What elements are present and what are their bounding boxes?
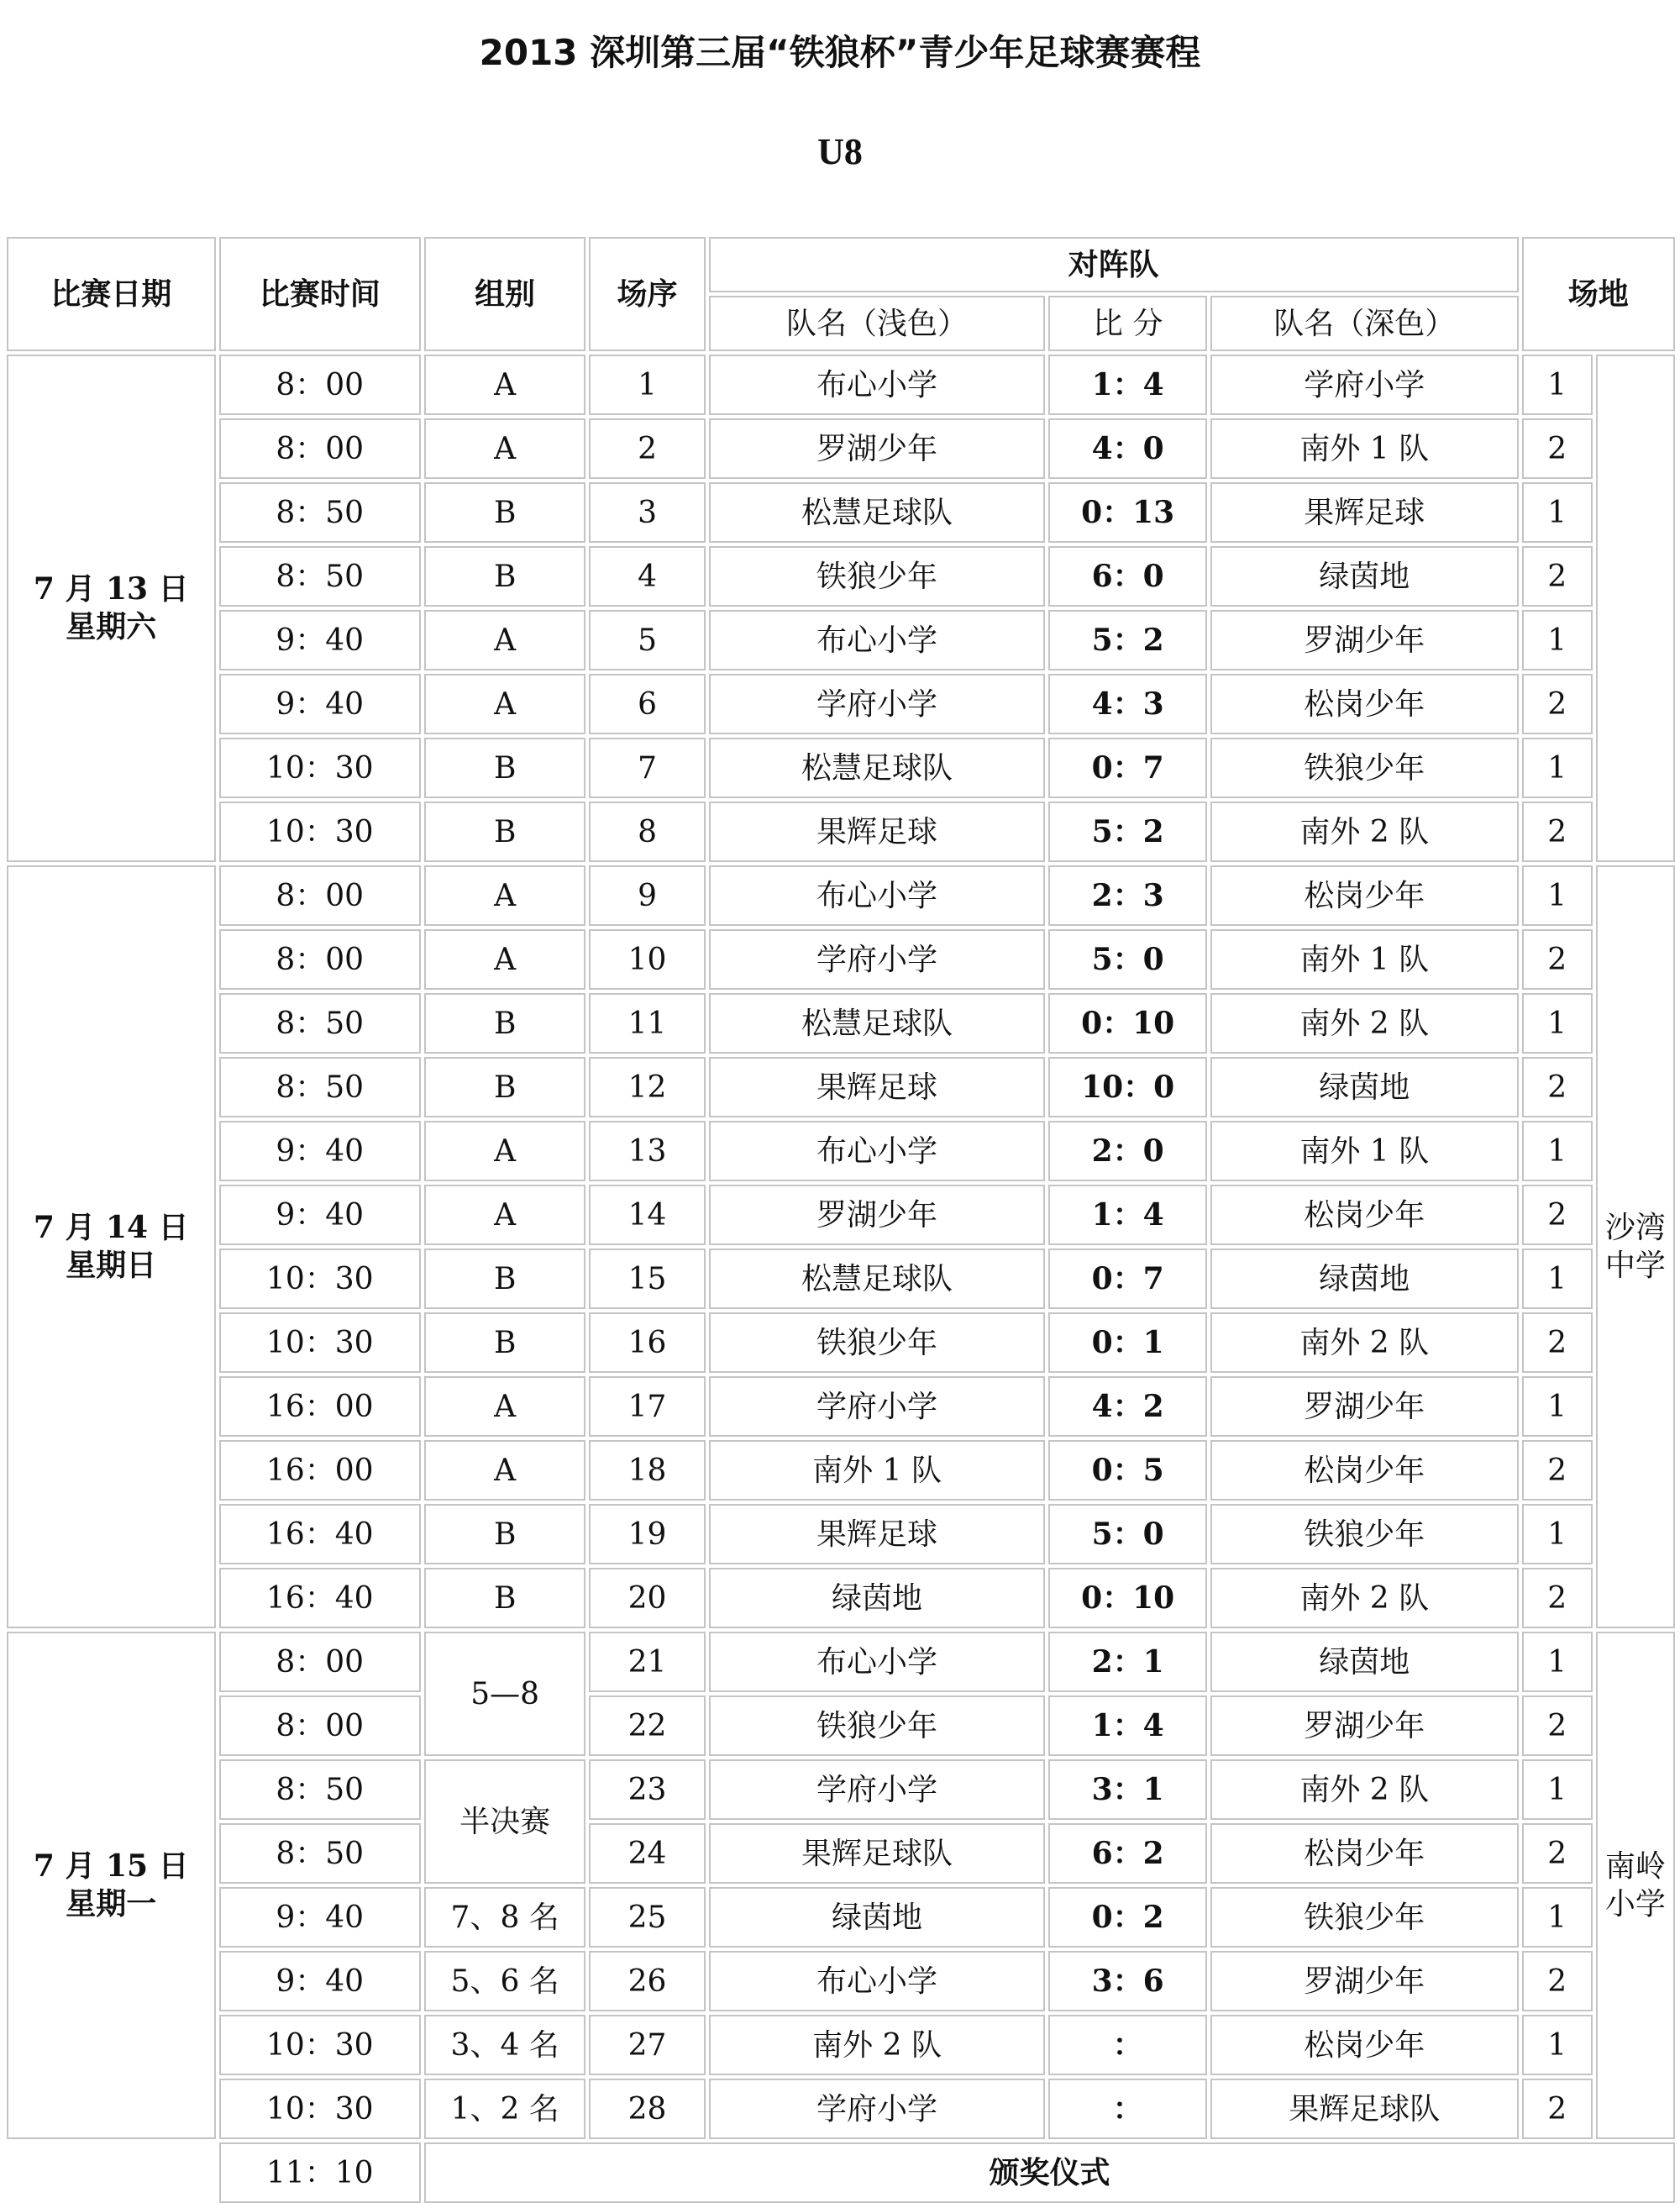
team-light: 松慧足球队	[709, 738, 1046, 798]
match-time: 9：40	[219, 1951, 421, 2011]
match-group: B	[424, 802, 585, 862]
page-title: 2013 深圳第三届“铁狼杯”青少年足球赛赛程	[479, 32, 1201, 73]
team-dark: 松岗少年	[1210, 2015, 1519, 2075]
match-number: 2	[589, 418, 705, 479]
team-dark: 松岗少年	[1210, 865, 1519, 926]
field-number: 1	[1522, 1249, 1593, 1309]
match-score: 3：1	[1048, 1759, 1206, 1820]
match-number: 18	[589, 1440, 705, 1501]
match-time: 10：30	[219, 2079, 421, 2139]
match-time: 8：50	[219, 482, 421, 543]
match-score: 2：0	[1048, 1121, 1206, 1181]
match-date: 7 月 14 日	[33, 1210, 189, 1245]
match-number: 3	[589, 482, 705, 543]
table-row	[7, 1823, 1675, 1884]
match-score: 5：2	[1048, 802, 1206, 862]
match-group: B	[424, 546, 585, 607]
match-score: 5：0	[1048, 929, 1206, 990]
match-number: 7	[589, 738, 705, 798]
field-number: 2	[1522, 802, 1593, 862]
match-group: A	[424, 610, 585, 670]
match-score: 6：0	[1048, 546, 1206, 607]
table-row	[7, 738, 1675, 798]
team-light: 学府小学	[709, 2079, 1046, 2139]
team-light: 布心小学	[709, 1632, 1046, 1692]
match-time: 10：30	[219, 802, 421, 862]
match-number: 25	[589, 1887, 705, 1948]
field-number: 2	[1522, 1440, 1593, 1501]
match-number: 12	[589, 1057, 705, 1117]
match-score: 1：4	[1048, 1695, 1206, 1756]
match-number: 19	[589, 1504, 705, 1564]
match-group: A	[424, 1376, 585, 1437]
team-dark: 南外 2 队	[1210, 1312, 1519, 1373]
match-group: A	[424, 355, 585, 415]
table-row	[7, 1376, 1675, 1437]
field-number: 2	[1522, 1568, 1593, 1628]
match-time: 10：30	[219, 1312, 421, 1373]
team-light: 布心小学	[709, 865, 1046, 926]
match-group: 半决赛	[424, 1759, 585, 1884]
field-number: 2	[1522, 929, 1593, 990]
match-date-cell	[7, 355, 216, 862]
team-dark: 绿茵地	[1210, 1249, 1519, 1309]
field-number: 1	[1522, 1504, 1593, 1564]
ceremony-label: 颁奖仪式	[424, 2142, 1675, 2203]
team-light: 松慧足球队	[709, 1249, 1046, 1309]
team-light: 布心小学	[709, 1121, 1046, 1181]
team-light: 铁狼少年	[709, 546, 1046, 607]
table-row	[7, 1951, 1675, 2011]
match-time: 10：30	[219, 2015, 421, 2075]
table-row	[7, 1312, 1675, 1373]
team-dark: 松岗少年	[1210, 674, 1519, 734]
venue-name: 南岭 小学	[1596, 1632, 1675, 2139]
table-row	[7, 418, 1675, 479]
match-score: 0：7	[1048, 738, 1206, 798]
match-number: 4	[589, 546, 705, 607]
team-dark: 罗湖少年	[1210, 1695, 1519, 1756]
match-date-cell	[7, 865, 216, 1628]
table-row	[7, 1440, 1675, 1501]
match-time: 8：00	[219, 865, 421, 926]
team-light: 布心小学	[709, 610, 1046, 670]
header-venue: 场地	[1522, 237, 1675, 351]
match-group: A	[424, 1440, 585, 1501]
team-light: 绿茵地	[709, 1887, 1046, 1948]
table-row	[7, 2079, 1675, 2139]
table-row	[7, 1695, 1675, 1756]
field-number: 2	[1522, 1695, 1593, 1756]
match-number: 1	[589, 355, 705, 415]
team-dark: 南外 1 队	[1210, 929, 1519, 990]
schedule-table	[3, 234, 1678, 2206]
team-dark: 松岗少年	[1210, 1823, 1519, 1884]
field-number: 2	[1522, 1823, 1593, 1884]
match-group: 3、4 名	[424, 2015, 585, 2075]
team-light: 松慧足球队	[709, 482, 1046, 543]
match-number: 22	[589, 1695, 705, 1756]
field-number: 2	[1522, 1057, 1593, 1117]
ceremony-time: 11：10	[219, 2142, 421, 2203]
team-light: 布心小学	[709, 1951, 1046, 2011]
header-score: 比 分	[1048, 296, 1206, 351]
match-score: 0：10	[1048, 1568, 1206, 1628]
team-dark: 南外 1 队	[1210, 1121, 1519, 1181]
team-dark: 学府小学	[1210, 355, 1519, 415]
field-number: 1	[1522, 738, 1593, 798]
field-number: 1	[1522, 355, 1593, 415]
team-light: 罗湖少年	[709, 1185, 1046, 1245]
match-score: 3：6	[1048, 1951, 1206, 2011]
match-number: 8	[589, 802, 705, 862]
match-time: 8：50	[219, 1823, 421, 1884]
table-row	[7, 674, 1675, 734]
field-number: 2	[1522, 2079, 1593, 2139]
team-light: 铁狼少年	[709, 1695, 1046, 1756]
match-time: 16：40	[219, 1504, 421, 1564]
match-group: A	[424, 929, 585, 990]
match-time: 8：00	[219, 355, 421, 415]
match-group: B	[424, 1057, 585, 1117]
field-number: 1	[1522, 1887, 1593, 1948]
team-light: 学府小学	[709, 929, 1046, 990]
team-dark: 铁狼少年	[1210, 1504, 1519, 1564]
match-group: B	[424, 1504, 585, 1564]
match-number: 16	[589, 1312, 705, 1373]
field-number: 1	[1522, 1632, 1593, 1692]
match-time: 8：00	[219, 418, 421, 479]
match-time: 8：00	[219, 1632, 421, 1692]
match-number: 10	[589, 929, 705, 990]
field-number: 1	[1522, 2015, 1593, 2075]
match-score: 4：3	[1048, 674, 1206, 734]
match-time: 10：30	[219, 738, 421, 798]
match-number: 24	[589, 1823, 705, 1884]
table-row	[7, 1632, 1675, 1692]
match-score: 0：5	[1048, 1440, 1206, 1501]
field-number: 2	[1522, 1185, 1593, 1245]
table-row	[7, 2015, 1675, 2075]
header-group: 组别	[424, 237, 585, 351]
match-score: 6：2	[1048, 1823, 1206, 1884]
team-dark: 绿茵地	[1210, 546, 1519, 607]
match-score: 4：2	[1048, 1376, 1206, 1437]
match-time: 8：50	[219, 1759, 421, 1820]
match-date: 7 月 13 日	[33, 571, 189, 607]
match-group: B	[424, 738, 585, 798]
match-number: 15	[589, 1249, 705, 1309]
header-team-dark: 队名（深色）	[1210, 296, 1519, 351]
match-group: B	[424, 1312, 585, 1373]
match-score: 5：2	[1048, 610, 1206, 670]
ceremony-date-blank	[7, 2142, 216, 2203]
team-light: 果辉足球队	[709, 1823, 1046, 1884]
header-matchup: 对阵队	[709, 237, 1519, 292]
match-number: 5	[589, 610, 705, 670]
match-score: 1：4	[1048, 355, 1206, 415]
field-number: 2	[1522, 1312, 1593, 1373]
match-group: B	[424, 1249, 585, 1309]
match-time: 9：40	[219, 1185, 421, 1245]
team-dark: 罗湖少年	[1210, 1951, 1519, 2011]
match-group: A	[424, 1185, 585, 1245]
team-light: 果辉足球	[709, 802, 1046, 862]
team-dark: 松岗少年	[1210, 1185, 1519, 1245]
match-group: A	[424, 865, 585, 926]
field-number: 2	[1522, 546, 1593, 607]
table-row	[7, 1249, 1675, 1309]
match-score: 0：10	[1048, 993, 1206, 1054]
match-time: 8：50	[219, 546, 421, 607]
header-time: 比赛时间	[219, 237, 421, 351]
team-dark: 果辉足球	[1210, 482, 1519, 543]
team-dark: 南外 2 队	[1210, 993, 1519, 1054]
match-group: 5—8	[424, 1632, 585, 1756]
team-dark: 南外 1 队	[1210, 418, 1519, 479]
team-dark: 南外 2 队	[1210, 1759, 1519, 1820]
match-weekday: 星期日	[66, 1248, 157, 1283]
match-group: B	[424, 1568, 585, 1628]
match-time: 9：40	[219, 1887, 421, 1948]
team-dark: 绿茵地	[1210, 1632, 1519, 1692]
match-score: 2：1	[1048, 1632, 1206, 1692]
match-time: 9：40	[219, 610, 421, 670]
team-light: 学府小学	[709, 674, 1046, 734]
table-row	[7, 1504, 1675, 1564]
team-light: 罗湖少年	[709, 418, 1046, 479]
table-row	[7, 1185, 1675, 1245]
table-row	[7, 546, 1675, 607]
match-group: 7、8 名	[424, 1887, 585, 1948]
team-dark: 绿茵地	[1210, 1057, 1519, 1117]
table-row	[7, 1057, 1675, 1117]
match-number: 23	[589, 1759, 705, 1820]
field-number: 1	[1522, 865, 1593, 926]
match-score: 1：4	[1048, 1185, 1206, 1245]
match-weekday: 星期六	[66, 609, 157, 644]
venue-name: 沙湾 中学	[1596, 865, 1675, 1628]
match-number: 13	[589, 1121, 705, 1181]
table-row	[7, 993, 1675, 1054]
team-dark: 果辉足球队	[1210, 2079, 1519, 2139]
match-score: ：	[1048, 2015, 1206, 2075]
match-number: 21	[589, 1632, 705, 1692]
match-date: 7 月 15 日	[33, 1848, 189, 1884]
team-light: 布心小学	[709, 355, 1046, 415]
team-dark: 南外 2 队	[1210, 802, 1519, 862]
venue-spacer	[1596, 355, 1675, 862]
table-row	[7, 2142, 1675, 2203]
match-score: 4：0	[1048, 418, 1206, 479]
match-time: 9：40	[219, 674, 421, 734]
header-date: 比赛日期	[7, 237, 216, 351]
match-number: 26	[589, 1951, 705, 2011]
match-group: B	[424, 482, 585, 543]
team-dark: 松岗少年	[1210, 1440, 1519, 1501]
team-light: 松慧足球队	[709, 993, 1046, 1054]
team-light: 果辉足球	[709, 1504, 1046, 1564]
match-time: 9：40	[219, 1121, 421, 1181]
match-score: 0：7	[1048, 1249, 1206, 1309]
table-row	[7, 355, 1675, 415]
team-dark: 罗湖少年	[1210, 610, 1519, 670]
match-score: 0：2	[1048, 1887, 1206, 1948]
team-dark: 铁狼少年	[1210, 1887, 1519, 1948]
match-score: 0：13	[1048, 482, 1206, 543]
match-weekday: 星期一	[66, 1886, 157, 1921]
team-light: 绿茵地	[709, 1568, 1046, 1628]
table-row	[7, 1568, 1675, 1628]
match-time: 10：30	[219, 1249, 421, 1309]
match-group: A	[424, 418, 585, 479]
match-time: 8：50	[219, 993, 421, 1054]
team-dark: 罗湖少年	[1210, 1376, 1519, 1437]
field-number: 1	[1522, 1121, 1593, 1181]
match-number: 11	[589, 993, 705, 1054]
field-number: 1	[1522, 1759, 1593, 1820]
team-light: 学府小学	[709, 1376, 1046, 1437]
match-number: 17	[589, 1376, 705, 1437]
table-row	[7, 865, 1675, 926]
table-row	[7, 1759, 1675, 1820]
field-number: 2	[1522, 1951, 1593, 2011]
match-date-cell	[7, 1632, 216, 2139]
match-time: 16：00	[219, 1376, 421, 1437]
match-group: A	[424, 674, 585, 734]
match-group: 5、6 名	[424, 1951, 585, 2011]
match-group: A	[424, 1121, 585, 1181]
field-number: 1	[1522, 1376, 1593, 1437]
field-number: 1	[1522, 610, 1593, 670]
match-group: 1、2 名	[424, 2079, 585, 2139]
match-number: 20	[589, 1568, 705, 1628]
match-number: 6	[589, 674, 705, 734]
match-number: 28	[589, 2079, 705, 2139]
team-light: 南外 1 队	[709, 1440, 1046, 1501]
header-team-light: 队名（浅色）	[709, 296, 1046, 351]
team-dark: 南外 2 队	[1210, 1568, 1519, 1628]
team-light: 南外 2 队	[709, 2015, 1046, 2075]
match-time: 8：00	[219, 1695, 421, 1756]
table-row	[7, 482, 1675, 543]
match-score: 0：1	[1048, 1312, 1206, 1373]
field-number: 2	[1522, 418, 1593, 479]
match-number: 27	[589, 2015, 705, 2075]
match-score: 2：3	[1048, 865, 1206, 926]
team-light: 学府小学	[709, 1759, 1046, 1820]
team-light: 果辉足球	[709, 1057, 1046, 1117]
table-row	[7, 929, 1675, 990]
age-group-subtitle: U8	[817, 131, 863, 172]
match-score: 5：0	[1048, 1504, 1206, 1564]
match-time: 8：00	[219, 929, 421, 990]
header-match-no: 场序	[589, 237, 705, 351]
field-number: 1	[1522, 993, 1593, 1054]
match-group: B	[424, 993, 585, 1054]
team-dark: 铁狼少年	[1210, 738, 1519, 798]
match-number: 14	[589, 1185, 705, 1245]
match-score: ：	[1048, 2079, 1206, 2139]
table-row	[7, 1887, 1675, 1948]
match-time: 16：00	[219, 1440, 421, 1501]
table-row	[7, 1121, 1675, 1181]
table-row	[7, 802, 1675, 862]
field-number: 2	[1522, 674, 1593, 734]
match-score: 10：0	[1048, 1057, 1206, 1117]
match-time: 8：50	[219, 1057, 421, 1117]
match-time: 16：40	[219, 1568, 421, 1628]
table-row	[7, 610, 1675, 670]
team-light: 铁狼少年	[709, 1312, 1046, 1373]
field-number: 1	[1522, 482, 1593, 543]
match-number: 9	[589, 865, 705, 926]
